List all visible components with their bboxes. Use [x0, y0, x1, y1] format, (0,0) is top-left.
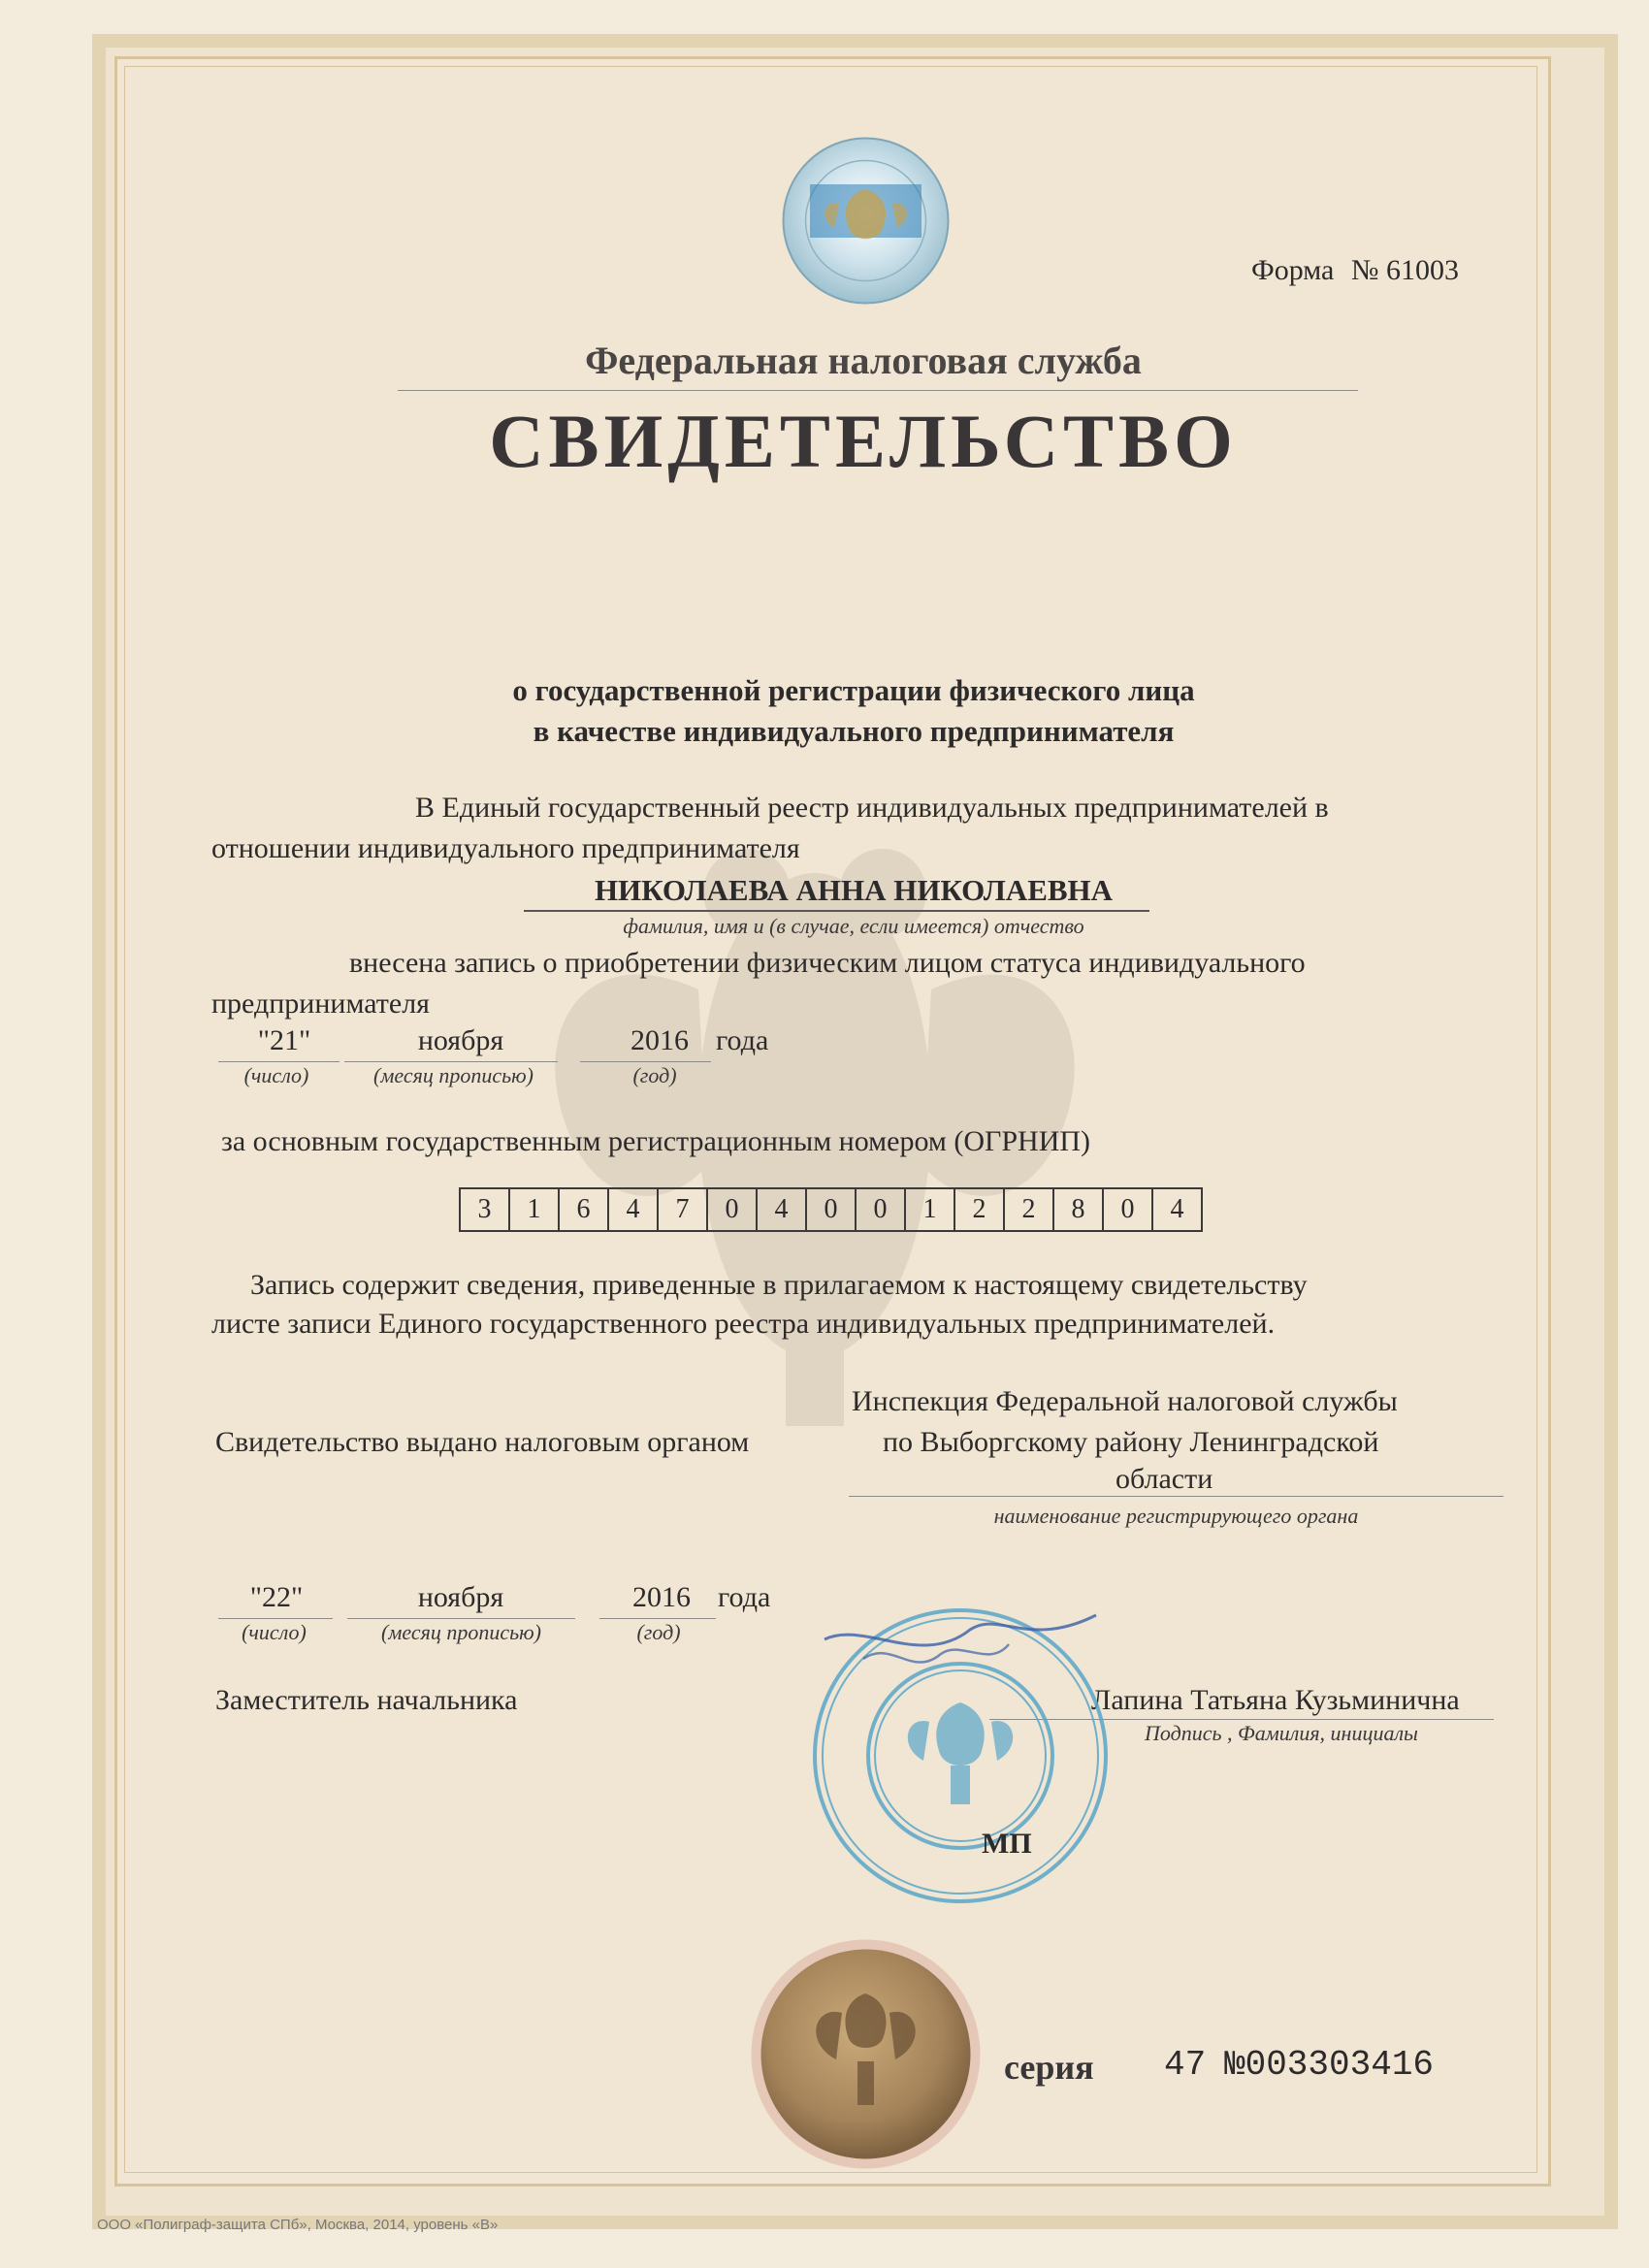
ogrnip-digit: 7	[659, 1189, 708, 1230]
printer-footer: ООО «Полиграф-защита СПб», Москва, 2014, уровень «В»	[97, 2217, 499, 2233]
intro-line-1: В Единый государственный реестр индивидуальных предпринимателей в	[415, 792, 1329, 824]
entry-line-2: предпринимателя	[211, 988, 430, 1020]
ogrnip-digit: 0	[1104, 1189, 1153, 1230]
signature-icon	[824, 1615, 1096, 1645]
ogrnip-digit: 3	[461, 1189, 510, 1230]
signer-name: Лапина Татьяна Кузьминична	[1091, 1684, 1460, 1716]
hologram-emblem-icon	[781, 136, 951, 306]
date2-day: "22"	[249, 1581, 304, 1613]
person-name-underline	[524, 910, 1149, 912]
date1-month: ноября	[417, 1024, 504, 1056]
ogrnip-digit: 0	[807, 1189, 857, 1230]
issued-organ-caption: наименование регистрирующего органа	[993, 1504, 1359, 1528]
date1-caption-year: (год)	[632, 1063, 677, 1087]
date1-day-underline	[218, 1061, 340, 1062]
signer-position: Заместитель начальника	[215, 1684, 518, 1716]
date1-year-underline	[580, 1061, 711, 1062]
issued-organ-line-1: Инспекция Федеральной налоговой службы	[852, 1385, 1398, 1417]
issued-organ-underline	[849, 1496, 1504, 1497]
contents-line-2: листе записи Единого государственного реестра индивидуальных предпринимателей.	[211, 1308, 1276, 1340]
ogrnip-digit: 8	[1054, 1189, 1104, 1230]
person-name-caption: фамилия, имя и (в случае, если имеется) отчество	[623, 914, 1084, 938]
date2-day-underline	[218, 1618, 333, 1619]
serial-region: 47	[1164, 2045, 1207, 2085]
date2-month: ноября	[417, 1581, 504, 1613]
date2-suffix: года	[718, 1581, 771, 1613]
issued-label: Свидетельство выдано налоговым органом	[215, 1426, 750, 1458]
issued-organ-line-2: по Выборгскому району Ленинградской	[883, 1426, 1379, 1458]
ogrnip-digit: 4	[1170, 1194, 1184, 1224]
date1-suffix: года	[716, 1024, 769, 1056]
page-title: СВИДЕТЕЛЬСТВО	[489, 399, 1238, 483]
date1-caption-month: (месяц прописью)	[373, 1063, 534, 1087]
date1-caption-day: (число)	[243, 1063, 309, 1087]
tax-office-stamp-icon	[805, 1601, 1116, 1911]
agency-underline	[398, 390, 1358, 391]
ogrnip-digits	[459, 1187, 1203, 1232]
form-number	[1251, 254, 1459, 287]
ogrnip-digit: 0	[708, 1189, 758, 1230]
date2-caption-month: (месяц прописью)	[381, 1620, 541, 1644]
date1-year: 2016	[630, 1024, 689, 1056]
date2-year: 2016	[632, 1581, 691, 1613]
serial-label: серия	[1004, 2048, 1094, 2087]
issued-organ-line-3: области	[1116, 1463, 1213, 1495]
intro-line-2: отношении индивидуального предпринимателя	[211, 832, 800, 864]
ogrnip-digit: 1	[906, 1189, 955, 1230]
ogrnip-digit: 2	[955, 1189, 1005, 1230]
contents-line-1: Запись содержит сведения, приведенные в прилагаемом к настоящему свидетельству	[250, 1269, 1308, 1301]
ogrnip-digit: 0	[857, 1189, 906, 1230]
ogrnip-digit: 4	[609, 1189, 659, 1230]
agency-name: Федеральная налоговая служба	[585, 339, 1142, 382]
date2-year-underline	[599, 1618, 716, 1619]
ogrnip-digit: 1	[510, 1189, 560, 1230]
person-name: НИКОЛАЕВА АННА НИКОЛАЕВНА	[594, 873, 1114, 907]
date1-month-underline	[344, 1061, 558, 1062]
mp-label: МП	[982, 1828, 1032, 1860]
subtitle-line-2: в качестве индивидуального предпринимателя	[533, 714, 1175, 748]
form-number-value: № 61003	[1350, 254, 1459, 286]
subtitle-line-1: о государственной регистрации физического лица	[512, 673, 1195, 707]
ogrnip-digit: 4	[758, 1189, 807, 1230]
date2-month-underline	[347, 1618, 575, 1619]
signer-caption: Подпись , Фамилия, инициалы	[1145, 1721, 1418, 1745]
date1-day: "21"	[257, 1024, 311, 1056]
date2-caption-year: (год)	[636, 1620, 681, 1644]
serial-number: №003303416	[1224, 2045, 1435, 2085]
ogrnip-digit: 2	[1005, 1189, 1054, 1230]
date2-caption-day: (число)	[242, 1620, 307, 1644]
ogrnip-digit: 6	[560, 1189, 609, 1230]
entry-line-1: внесена запись о приобретении физическим лицом статуса индивидуального	[349, 947, 1306, 979]
gold-seal-icon	[747, 1935, 985, 2173]
form-label: Форма	[1251, 254, 1335, 286]
ogrnip-label: за основным государственным регистрационным номером (ОГРНИП)	[221, 1125, 1091, 1157]
